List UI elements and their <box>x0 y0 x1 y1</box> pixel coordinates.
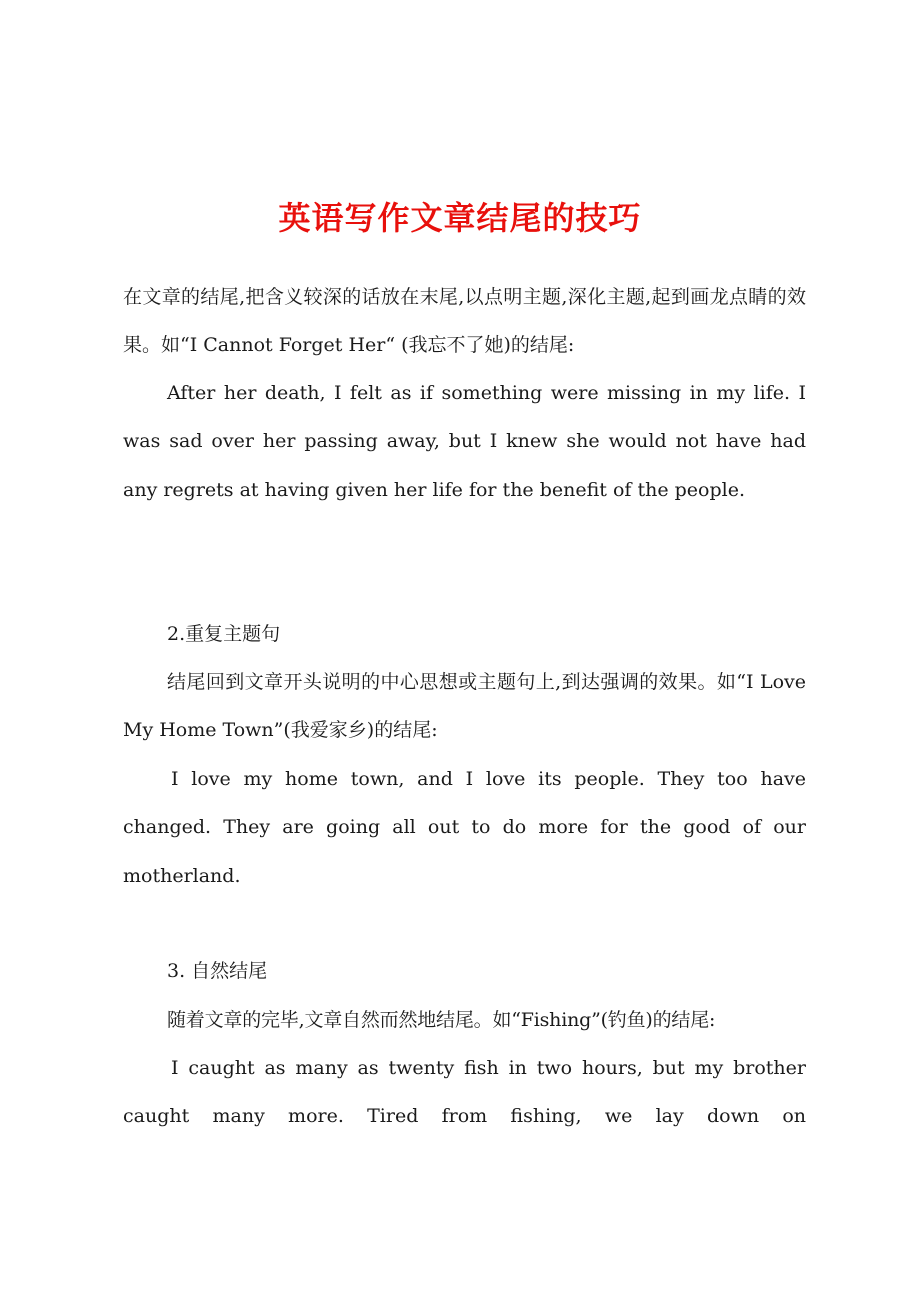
section-2-heading: 2.重复主题句 <box>167 623 281 645</box>
section-3-description: 随着文章的完毕,文章自然而然地结尾。如“Fishing”(钓鱼)的结尾: <box>167 1009 716 1031</box>
section-2-example: I love my home town, and I love its people. They too have changed. They are going all out to do more for the good of our motherland. <box>123 768 806 887</box>
intro-paragraph: 在文章的结尾,把含义较深的话放在末尾,以点明主题,深化主题,起到画龙点睛的效果。如“I Cannot Forget Her“ (我忘不了她)的结尾: <box>123 286 806 357</box>
section-2-description: 结尾回到文章开头说明的中心思想或主题句上,到达强调的效果。如“I Love My Home Town”(我爱家乡)的结尾: <box>123 671 806 742</box>
section-3-heading: 3. 自然结尾 <box>167 960 268 982</box>
example-paragraph-1: After her death, I felt as if something were missing in my life. I was sad over her passing away, but I knew she would not have had any regrets at having given her life for the benefit of the people. <box>123 382 806 501</box>
section-3-example: I caught as many as twenty fish in two hours, but my brother caught many more. Tired from fishing, we lay down on <box>123 1057 806 1128</box>
document-title: 英语写作文章结尾的技巧 <box>278 199 642 237</box>
